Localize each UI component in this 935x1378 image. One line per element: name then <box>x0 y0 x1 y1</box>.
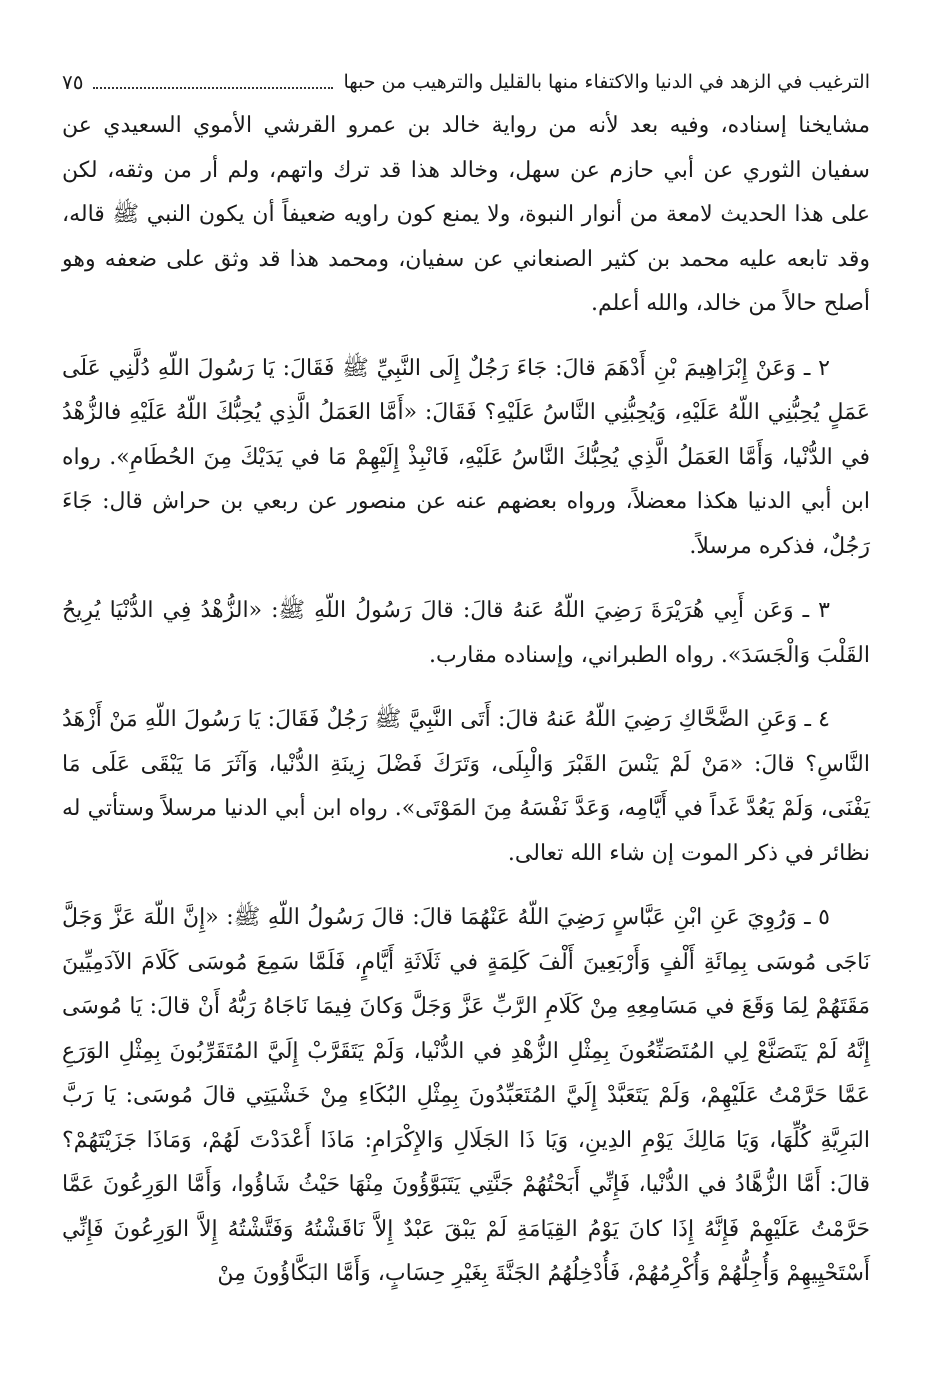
leader-dots <box>93 75 333 89</box>
running-head <box>62 62 870 102</box>
paragraph-continuation: مشايخنا إسناده، وفيه بعد لأنه من رواية خالد بن عمرو القرشي الأموي السعيدي عن سفيان الثوري عن أبي حازم عن سهل، وخالد هذا قد ترك واتهم، ولم أر من وثقه، لكن على هذا الحديث لامعة من أنوار النبوة، ولا يمنع كون راويه ضعيفاً أن يكون النبي ﷺ قاله، وقد تابعه عليه محمد بن كثير الصنعاني عن سفيان، ومحمد هذا قد وثق على ضعفه وهو أصلح حالاً من خالد، والله أعلم. <box>62 113 870 316</box>
hadith-3: ٣ ـ وَعَن أَبِي هُرَيْرَةَ رَضِيَ اللّهُ عَنهُ قالَ: قالَ رَسُولُ اللّهِ ﷺ: «الزُّهْدُ فِي الدُّنْيَا يُرِيحُ القَلْبَ وَالْجَسَدَ». رواه الطبراني، وإسناده مقارب. <box>62 598 870 668</box>
hadith-4: ٤ ـ وَعَنِ الضَّحَّاكِ رَضِيَ اللّهُ عَنهُ قالَ: أَتَى النَّبِيَّ ﷺ رَجُلٌ فَقَالَ: يَا رَسُولَ اللّهِ مَنْ أَزْهَدُ النَّاسِ؟ قالَ: «مَنْ لَمْ يَنْسَ القَبْرَ وَالْبِلَى، وَتَرَكَ فَضْلَ زِينَةِ الدُّنْيا، وَآثَرَ مَا يَبْقَى عَلَى مَا يَفْنَى، وَلَمْ يَعُدَّ غَداً في أَيَّامِه، وَعَدَّ نَفْسَهُ مِنَ المَوْتَى». رواه ابن أبي الدنيا مرسلاً وستأتي له نظائر في ذكر الموت إن شاء الله تعالى. <box>62 707 870 866</box>
hadith-5: ٥ ـ وَرُوِيَ عَنِ ابْنِ عَبَّاسٍ رَضِيَ اللّهُ عَنْهُمَا قالَ: قالَ رَسُولُ اللّهِ ﷺ: «إِنَّ اللّهَ عَزَّ وَجَلَّ نَاجَى مُوسَى بِمِائَةِ أَلْفٍ وَأَرْبَعِينَ أَلْفَ كَلِمَةٍ في ثَلَاثَةِ أَيَّامٍ، فَلَمَّا سَمِعَ مُوسَى كَلَامَ الآدَمِيِّينَ مَقَتَهُمْ لِمَا وَقَعَ في مَسَامِعِهِ مِنْ كَلَامِ الرَّبِّ عَزَّ وَجَلَّ وَكانَ فِيمَا نَاجَاهُ رَبُّهُ أَنْ قالَ: يَا مُوسَى إِنَّهُ لَمْ يَتَصَنَّعْ لِي المُتَصَنِّعُونَ بِمِثْلِ الزُّهْدِ في الدُّنْيا، وَلَمْ يَتَقَرَّبْ إِلَيَّ المُتَقَرِّبُونَ بِمِثْلِ الوَرَعِ عَمَّا حَرَّمْتُ عَلَيْهِمْ، وَلَمْ يَتَعَبَّدْ إِلَيَّ المُتَعَبِّدُونَ بِمِثْلِ البُكَاءِ مِنْ خَشْيَتِي قالَ مُوسَى: يَا رَبَّ البَرِيَّةِ كُلِّهَا، وَيَا مَالِكَ يَوْمِ الدِينِ، وَيَا ذَا الجَلَالِ وَالإِكْرَامِ: مَاذَا أَعْدَدْتَ لَهُمْ، وَمَاذَا جَزَيْتَهُمْ؟ قالَ: أَمَّا الزُّهَّادُ في الدُّنْيا، فَإِنِّي أَبَحْتُهُمْ جَنَّتِي يَتَبَوَّؤُونَ مِنْهَا حَيْثُ شَاؤُوا، وَأَمَّا الوَرِعُونَ عَمَّا حَرَّمْتُ عَلَيْهِمْ فَإِنَّهُ إِذَا كانَ يَوْمُ القِيَامَةِ لَمْ يَبْقَ عَبْدٌ إِلاَّ نَاقَشْتُهُ وَفَتَّشْتُهُ إِلاَّ الوَرِعُونَ فَإِنِّي أَسْتَحْيِيهِمْ وَأُجِلُّهُمْ وَأُكْرِمُهُمْ، فَأُدْخِلُهُمُ الجَنَّةَ بِغَيْرِ حِسَابٍ، وَأَمَّا البَكَّاؤُونَ مِنْ <box>62 905 870 1286</box>
body-text <box>62 104 870 1297</box>
running-head-title: الترغيب في الزهد في الدنيا والاكتفاء منها بالقليل والترهيب من حبها <box>343 71 870 93</box>
book-page <box>62 62 870 1322</box>
hadith-2: ٢ ـ وَعَنْ إِبْرَاهِيمَ بْنِ أَدْهَمَ قالَ: جَاءَ رَجُلٌ إِلَى النَّبِيِّ ﷺ فَقَالَ: يَا رَسُولَ اللّهِ دُلَّنِي عَلَى عَمَلٍ يُحِبُّنِي اللّهُ عَلَيْهِ، وَيُحِبُّنِي النَّاسُ عَلَيْهِ؟ فَقَالَ: «أَمَّا العَمَلُ الَّذِي يُحِبُّكَ اللّهُ عَلَيْهِ فالزُّهْدُ في الدُّنْيا، وَأَمَّا العَمَلُ الَّذِي يُحِبُّكَ النَّاسُ عَلَيْهِ، فَانْبِذْ إِلَيْهِمْ مَا في يَدَيْكَ مِنَ الحُطَامِ». رواه ابن أبي الدنيا هكذا معضلاً، ورواه بعضهم عنه عن منصور عن ربعي بن حراش قال: جَاءَ رَجُلٌ، فذكره مرسلاً. <box>62 355 870 559</box>
page-number: ٧٥ <box>62 70 84 94</box>
